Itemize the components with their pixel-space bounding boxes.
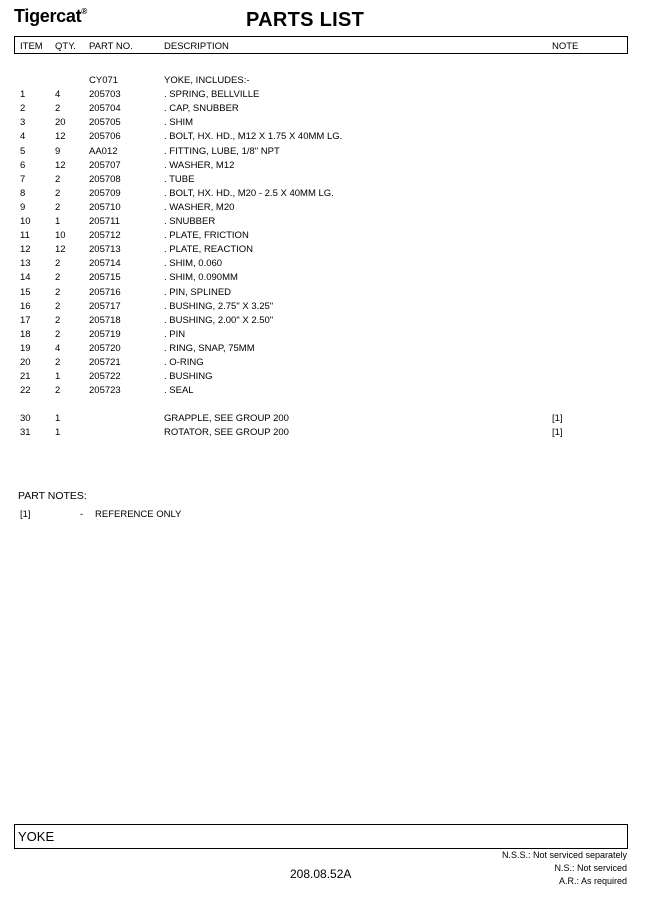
row-qty: 2 <box>55 314 61 326</box>
table-row <box>0 243 647 257</box>
row-description: . RING, SNAP, 75MM <box>164 342 255 354</box>
row-item: 10 <box>20 216 31 227</box>
row-part-no: 205723 <box>89 385 121 397</box>
part-note-text: REFERENCE ONLY <box>95 509 182 520</box>
row-item: 31 <box>20 427 31 439</box>
row-item: 19 <box>20 342 31 354</box>
row-part-no: 205703 <box>89 89 121 101</box>
row-item: 11 <box>20 230 30 242</box>
row-description: . BUSHING <box>164 371 213 383</box>
row-qty: 12 <box>55 159 66 171</box>
part-note-ref: [1] <box>20 509 31 520</box>
row-item: 14 <box>20 272 31 284</box>
legend-ns: N.S.: Not serviced <box>554 863 627 873</box>
row-description: . SEAL <box>164 385 194 397</box>
table-row <box>0 116 647 130</box>
assembly-title: YOKE <box>18 829 55 844</box>
row-description: . PIN, SPLINED <box>164 286 232 298</box>
table-row <box>0 314 647 328</box>
row-description: . BUSHING, 2.75" X 3.25" <box>164 300 274 312</box>
row-qty: 10 <box>55 230 66 242</box>
row-description: . PIN <box>164 328 186 340</box>
table-row <box>0 102 647 116</box>
row-qty: 2 <box>55 286 61 298</box>
table-row <box>0 412 647 426</box>
row-description: . PLATE, FRICTION <box>164 230 249 242</box>
table-row <box>0 356 647 370</box>
row-part-no: CY071 <box>89 75 119 86</box>
column-header-qty: QTY. <box>55 41 76 52</box>
row-item: 17 <box>20 314 31 326</box>
row-part-no: 205712 <box>89 230 121 242</box>
brand-name: Tigercat <box>14 6 82 26</box>
row-item: 1 <box>20 89 26 101</box>
row-qty: 1 <box>55 413 61 424</box>
row-description: . SPRING, BELLVILLE <box>164 89 260 101</box>
row-part-no: 205704 <box>89 103 121 115</box>
row-item: 12 <box>20 244 31 256</box>
row-qty: 2 <box>55 328 61 340</box>
table-row <box>0 370 647 384</box>
table-row <box>0 328 647 342</box>
table-row <box>0 130 647 144</box>
document-number: 208.08.52A <box>290 867 352 881</box>
row-description: . WASHER, M20 <box>164 201 235 213</box>
row-description: . O-RING <box>164 357 204 368</box>
registered-mark: ® <box>81 7 87 16</box>
row-qty: 4 <box>55 89 61 101</box>
row-description: . BUSHING, 2.00" X 2.50" <box>164 314 274 326</box>
row-note: [1] <box>552 427 563 439</box>
row-description: . TUBE <box>164 173 195 185</box>
row-qty: 2 <box>55 272 61 284</box>
row-qty: 12 <box>55 131 66 143</box>
table-row <box>0 159 647 173</box>
row-note: [1] <box>552 413 563 424</box>
row-part-no: 205722 <box>89 371 121 383</box>
row-description: GRAPPLE, SEE GROUP 200 <box>164 413 289 424</box>
row-item: 8 <box>20 187 26 199</box>
part-notes-title: PART NOTES: <box>18 490 87 502</box>
row-description: . PLATE, REACTION <box>164 244 254 256</box>
row-qty: 4 <box>55 342 61 354</box>
row-item: 22 <box>20 385 31 397</box>
row-qty: 2 <box>55 173 61 185</box>
table-row <box>0 229 647 243</box>
row-description: . WASHER, M12 <box>164 159 235 171</box>
column-header-part-no: PART NO. <box>89 41 133 52</box>
table-row <box>0 173 647 187</box>
row-part-no: 205720 <box>89 342 121 354</box>
row-description: . SHIM, 0.090MM <box>164 272 238 284</box>
row-item: 16 <box>20 300 31 312</box>
row-part-no: 205715 <box>89 272 121 284</box>
row-qty: 20 <box>55 117 66 129</box>
part-note-dash: - <box>80 509 84 520</box>
row-qty: 2 <box>55 357 61 368</box>
row-part-no: 205717 <box>89 300 121 312</box>
row-part-no: 205705 <box>89 117 121 129</box>
row-part-no: 205706 <box>89 131 121 143</box>
row-description: . FITTING, LUBE, 1/8" NPT <box>164 145 280 157</box>
legend-nss: N.S.S.: Not serviced separately <box>501 850 627 860</box>
row-description: . BOLT, HX. HD., M20 - 2.5 X 40MM LG. <box>164 187 334 199</box>
table-row <box>0 257 647 271</box>
row-item: 3 <box>20 117 26 129</box>
table-row <box>0 271 647 285</box>
row-item: 6 <box>20 159 26 171</box>
row-qty: 2 <box>55 187 61 199</box>
row-part-no: 205710 <box>89 201 121 213</box>
legend-ar: A.R.: As required <box>558 876 627 886</box>
row-qty: 2 <box>55 201 61 213</box>
table-row <box>0 426 647 440</box>
row-description: ROTATOR, SEE GROUP 200 <box>164 427 289 439</box>
row-item: 18 <box>20 328 31 340</box>
row-item: 5 <box>20 145 26 157</box>
row-part-no: 205719 <box>89 328 121 340</box>
row-description: . CAP, SNUBBER <box>164 103 239 115</box>
page-title: PARTS LIST <box>246 9 365 31</box>
row-description: . BOLT, HX. HD., M12 X 1.75 X 40MM LG. <box>164 131 343 143</box>
row-description: . SHIM, 0.060 <box>164 258 223 270</box>
table-row <box>0 187 647 201</box>
row-part-no: 205707 <box>89 159 121 171</box>
row-part-no: 205713 <box>89 244 121 256</box>
row-item: 13 <box>20 258 31 270</box>
row-description: YOKE, INCLUDES:- <box>164 75 250 86</box>
row-part-no: 205721 <box>89 357 121 368</box>
row-part-no: 205711 <box>89 216 120 227</box>
table-row <box>0 145 647 159</box>
row-qty: 1 <box>55 427 61 439</box>
table-row <box>0 74 647 88</box>
row-qty: 9 <box>55 145 61 157</box>
row-item: 4 <box>20 131 26 143</box>
row-qty: 2 <box>55 300 61 312</box>
row-qty: 12 <box>55 244 66 256</box>
column-header-item: ITEM <box>20 41 43 52</box>
row-qty: 1 <box>55 371 61 383</box>
footer-title-box <box>14 824 628 849</box>
row-qty: 2 <box>55 385 61 397</box>
row-item: 21 <box>20 371 31 383</box>
table-row <box>0 342 647 356</box>
table-row <box>0 201 647 215</box>
row-part-no: 205716 <box>89 286 121 298</box>
table-row <box>0 88 647 102</box>
column-header-note: NOTE <box>552 41 579 52</box>
table-row <box>0 286 647 300</box>
table-row <box>0 215 647 229</box>
brand-logo <box>14 6 87 27</box>
row-qty: 1 <box>55 216 61 227</box>
row-item: 2 <box>20 103 26 115</box>
row-part-no: 205708 <box>89 173 121 185</box>
column-header-description: DESCRIPTION <box>164 41 229 52</box>
row-description: . SHIM <box>164 117 194 129</box>
row-description: . SNUBBER <box>164 216 216 227</box>
row-item: 20 <box>20 357 31 368</box>
row-qty: 2 <box>55 258 61 270</box>
row-item: 9 <box>20 201 26 213</box>
row-qty: 2 <box>55 103 61 115</box>
row-item: 15 <box>20 286 31 298</box>
row-part-no: AA012 <box>89 145 118 157</box>
part-note-row <box>0 508 647 522</box>
table-row <box>0 384 647 398</box>
row-part-no: 205714 <box>89 258 121 270</box>
row-item: 30 <box>20 413 31 424</box>
row-part-no: 205718 <box>89 314 121 326</box>
row-item: 7 <box>20 173 26 185</box>
table-row <box>0 300 647 314</box>
row-part-no: 205709 <box>89 187 121 199</box>
